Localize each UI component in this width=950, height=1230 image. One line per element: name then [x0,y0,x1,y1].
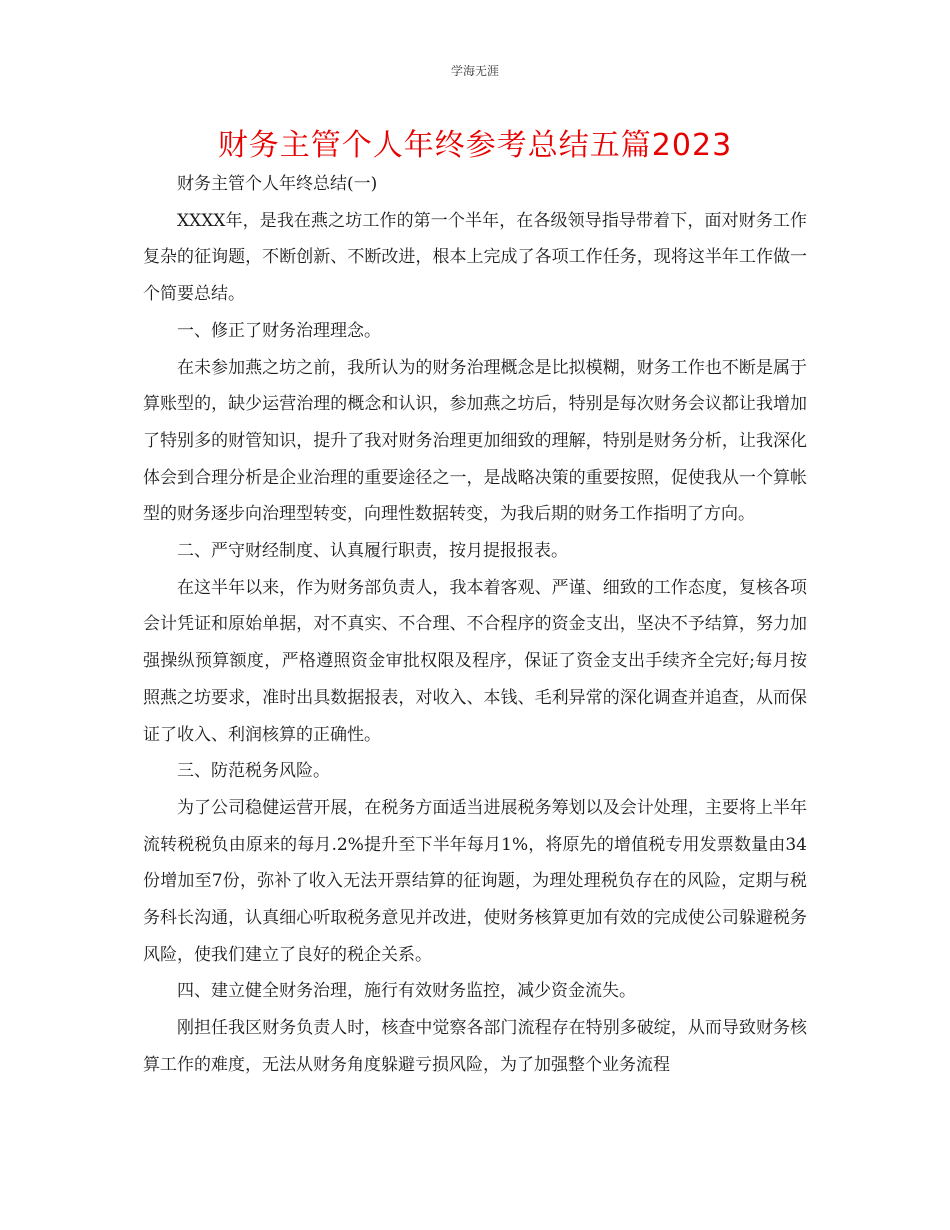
document-body [143,166,807,1084]
paragraph-point-4: 刚担任我区财务负责人时，核查中觉察各部门流程存在特别多破绽，从而导致财务核算工作的难度，无法从财务角度躲避亏损风险，为了加强整个业务流程 [143,1018,807,1075]
point-heading-3: 三、防范税务风险。 [177,761,330,782]
paragraph-point-1: 在未参加燕之坊之前，我所认为的财务治理概念是比拟模糊，财务工作也不断是属于算账型的，缺少运营治理的概念和认识，参加燕之坊后，特别是每次财务会议都让我增加了特别多的财管知识，提升了我对财务治理更加细致的理解，特别是财务分析，让我深化体会到合理分析是企业治理的重要途径之一，是战略决策的重要按照，促使我从一个算帐型的财务逐步向治理型转变，向理性数据转变，为我后期的财务工作指明了方向。 [143,357,807,525]
document-title: 财务主管个人年终参考总结五篇2023 [217,128,733,163]
page-header: 学海无涯 [450,64,499,78]
point-heading-2: 二、严守财经制度、认真履行职责，按月提报报表。 [177,541,568,562]
point-heading-1: 一、修正了财务治理理念。 [177,320,381,341]
paragraph-point-2: 在这半年以来，作为财务部负责人，我本着客观、严谨、细致的工作态度，复核各项会计凭证和原始单据，对不真实、不合理、不合程序的资金支出，坚决不予结算，努力加强操纵预算额度，严格遵照资金审批权限及程序，保证了资金支出手续齐全完好;每月按照燕之坊要求，准时出具数据报表，对收入、本钱、毛利异常的深化调查并追查，从而保证了收入、利润核算的正确性。 [143,577,807,745]
point-heading-4: 四、建立健全财务治理，施行有效财务监控，减少资金流失。 [177,981,636,1002]
section-heading-1: 财务主管个人年终总结(一) [177,174,378,194]
paragraph-intro: XXXX年，是我在燕之坊工作的第一个半年，在各级领导指导带着下，面对财务工作复杂的征询题，不断创新、不断改进，根本上完成了各项工作任务，现将这半年工作做一个简要总结。 [143,210,807,305]
paragraph-point-3: 为了公司稳健运营开展，在税务方面适当进展税务筹划以及会计处理，主要将上半年流转税税负由原来的每月.2%提升至下半年每月1%，将原先的增值税专用发票数量由34份增加至7份，弥补了收入无法开票结算的征询题，为理处理税负存在的风险，定期与税务科长沟通，认真细心听取税务意见并改进，使财务核算更加有效的完成使公司躲避税务风险，使我们建立了良好的税企关系。 [143,797,807,965]
